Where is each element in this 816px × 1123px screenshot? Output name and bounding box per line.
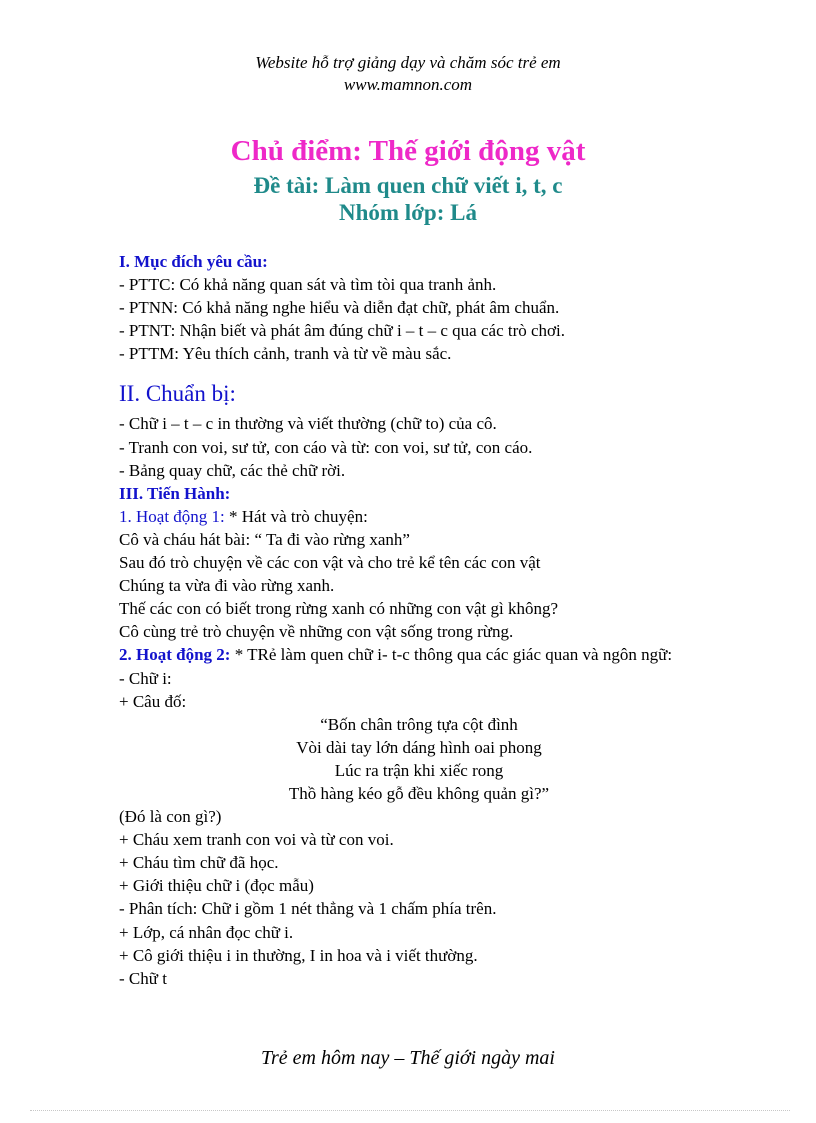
activity-1-text: * Hát và trò chuyện: xyxy=(224,506,368,526)
list-item: - PTTC: Có khả năng quan sát và tìm tòi qua tranh ảnh. xyxy=(119,275,497,295)
list-item: + Câu đố: xyxy=(119,691,187,711)
poem-line: Vòi dài tay lớn dáng hình oai phong xyxy=(296,737,542,757)
list-item: Cô và cháu hát bài: “ Ta đi vào rừng xanh” xyxy=(119,529,410,549)
section-heading-objectives: I. Mục đích yêu cầu: xyxy=(119,252,268,271)
list-item: + Cháu tìm chữ đã học. xyxy=(119,853,279,873)
list-item: - Chữ t xyxy=(119,968,167,988)
list-item: Sau đó trò chuyện về các con vật và cho trẻ kể tên các con vật xyxy=(119,553,541,573)
list-item: Cô cùng trẻ trò chuyện về những con vật sống trong rừng. xyxy=(119,622,514,642)
header-website-url: www.mamnon.com xyxy=(343,75,473,94)
list-item: (Đó là con gì?) xyxy=(119,807,222,827)
list-item: + Cháu xem tranh con voi và từ con voi. xyxy=(119,830,394,850)
list-item: - PTNT: Nhận biết và phát âm đúng chữ i – t – c qua các trò chơi. xyxy=(119,321,566,341)
page-footer-slogan: Trẻ em hôm nay – Thế giới ngày mai xyxy=(261,1047,555,1069)
activity-1-label: 1. Hoạt động 1: xyxy=(119,506,225,526)
poem-line: Thồ hàng kéo gỗ đều không quản gì?” xyxy=(288,783,550,803)
list-item: + Giới thiệu chữ i (đọc mẫu) xyxy=(119,876,314,896)
list-item: + Cô giới thiệu i in thường, I in hoa và i viết thường. xyxy=(119,945,478,965)
riddle-poem xyxy=(119,713,719,805)
activity-2-label: 2. Hoạt động 2: xyxy=(119,645,231,665)
list-item: Thế các con có biết trong rừng xanh có những con vật gì không? xyxy=(119,599,559,619)
lesson-topic: Đề tài: Làm quen chữ viết i, t, c xyxy=(253,173,563,198)
section-heading-procedure: III. Tiến Hành: xyxy=(119,483,231,503)
activity-2-text: * TRẻ làm quen chữ i- t-c thông qua các giác quan và ngôn ngữ: xyxy=(230,645,673,665)
lesson-content xyxy=(119,250,719,990)
list-item: - Chữ i: xyxy=(119,668,172,688)
list-item: - PTTM: Yêu thích cảnh, tranh và từ về màu sắc. xyxy=(119,344,452,364)
list-item: - Phân tích: Chữ i gồm 1 nét thẳng và 1 chấm phía trên. xyxy=(119,899,497,919)
activity-2-heading xyxy=(119,643,699,666)
activity-1-heading xyxy=(119,505,719,528)
page-title: Chủ điểm: Thế giới động vật xyxy=(230,135,586,167)
poem-line: Lúc ra trận khi xiếc rong xyxy=(334,760,504,780)
class-group: Nhóm lớp: Lá xyxy=(339,200,477,225)
header-website-tagline: Website hỗ trợ giảng dạy và chăm sóc trẻ em xyxy=(255,53,561,72)
page-header xyxy=(0,52,816,96)
list-item: - PTNN: Có khả năng nghe hiểu và diễn đạt chữ, phát âm chuẩn. xyxy=(119,298,560,318)
poem-line: “Bốn chân trông tựa cột đình xyxy=(320,714,518,734)
page-bottom-divider xyxy=(30,1110,790,1111)
list-item: - Chữ i – t – c in thường và viết thường (chữ to) của cô. xyxy=(119,414,497,434)
list-item: Chúng ta vừa đi vào rừng xanh. xyxy=(119,576,335,596)
list-item: - Tranh con voi, sư tử, con cáo và từ: con voi, sư tử, con cáo. xyxy=(119,437,533,457)
list-item: + Lớp, cá nhân đọc chữ i. xyxy=(119,922,294,942)
section-heading-preparation: II. Chuẩn bị: xyxy=(119,381,236,407)
list-item: - Bảng quay chữ, các thẻ chữ rời. xyxy=(119,460,346,480)
